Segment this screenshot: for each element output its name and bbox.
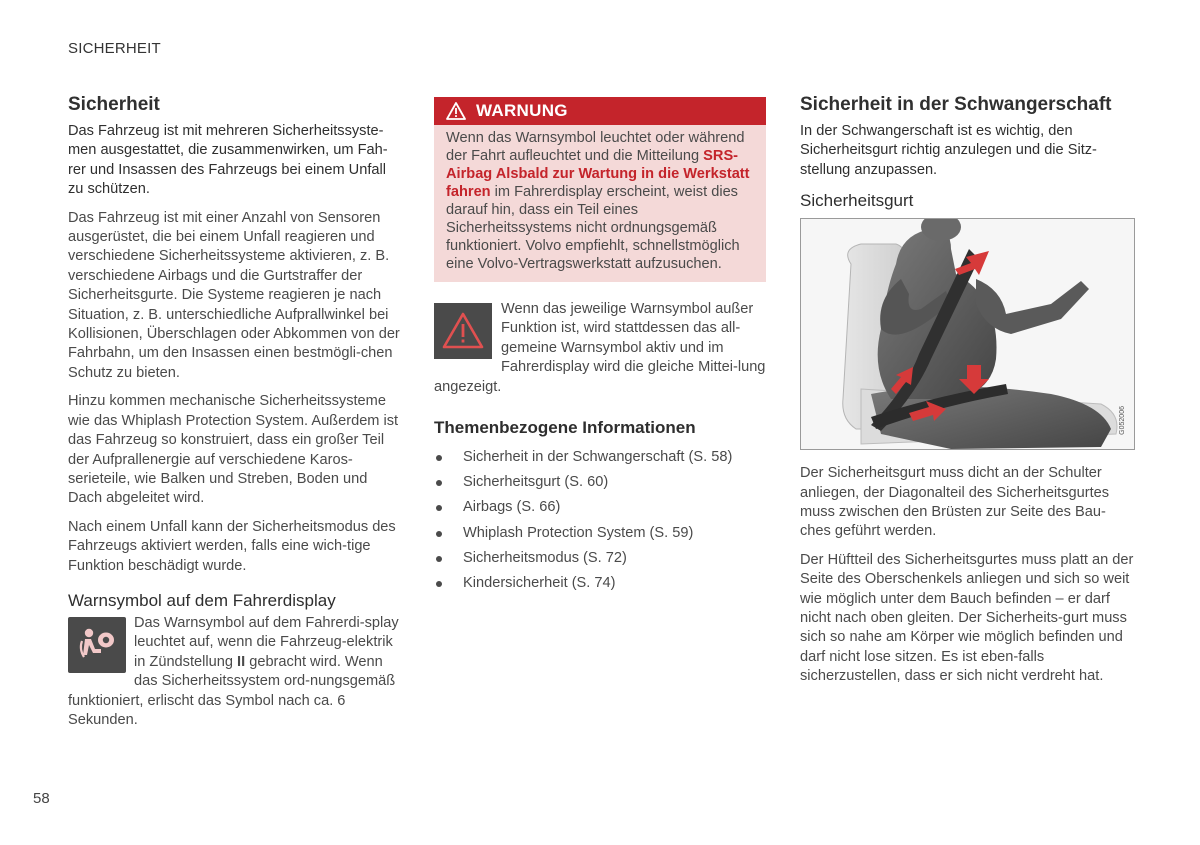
general-warning-text: Wenn das jeweilige Warnsymbol außer Funktion ist, wird stattdessen das all-gemeine Warnsymbol aktiv und im Fahrerdisplay wird die gleiche Mittei-lung angezeigt. [434,301,766,395]
general-warning-icon [434,303,492,359]
related-link[interactable]: Whiplash Protection System (S. 59) [434,521,766,546]
seatbelt-lap-paragraph: Der Hüftteil des Sicherheitsgurtes muss platt an der Seite des Oberschenkels anliegen und sich so weit wie möglich unter dem Bauch befinden – er darf nicht nach oben gleiten. Der Sicherheits-gurt muss sich so nahe am Körper wie möglich befinden und darf nicht lose sitzen. Es ist eben-falls sicherzustellen, dass er sich nicht verdreht hat. [800,551,1134,685]
seatbelt-illustration [800,218,1135,450]
warning-text-a: Wenn das Warnsymbol leuchtet oder während der Fahrt aufleuchtet und die Mitteilung [446,130,745,164]
related-link[interactable]: Sicherheitsmodus (S. 72) [434,546,766,571]
safety-intro: Das Fahrzeug ist mit mehreren Sicherheitssyste-men ausgestattet, die zusammenwirken, um Fah-rer und Insassen des Fahrzeugs bei einem Unfall zu schützen. [68,123,388,198]
warning-text-b: im Fahrerdisplay erscheint, weist dies darauf hin, dass ein Teil eines Sicherheitssystems nicht ordnungsgemäß funktioniert. Volvo empfiehlt, schnellstmöglich eine Volvo-Vertragswerkstatt aufzusuchen. [446,184,740,272]
warning-symbol-text-a: Das Warnsymbol auf dem Fahrerdi-splay leuchtet auf, wenn die Fahrzeug-elektrik in Zündstellung [134,614,399,670]
warning-symbol-subtitle: Warnsymbol auf dem Fahrerdisplay [68,590,336,610]
seatbelt-shoulder-paragraph: Der Sicherheitsgurt muss dicht an der Schulter anliegen, der Diagonalteil des Sicherheitsgurtes muss zwischen den Brüsten zur Seite des Bau-ches geführt werden. [800,465,1110,540]
related-link[interactable]: Kindersicherheit (S. 74) [434,571,766,596]
warning-triangle-icon [446,102,466,120]
seatbelt-subtitle: Sicherheitsgurt [800,191,914,211]
related-link[interactable]: Sicherheitsgurt (S. 60) [434,470,766,495]
general-warning-section [434,300,766,397]
section-header: SICHERHEIT [68,40,161,57]
pregnancy-title: Sicherheit in der Schwangerschaft [800,94,1112,115]
related-link[interactable]: Sicherheit in der Schwangerschaft (S. 58) [434,445,766,470]
warning-header [434,97,766,125]
safety-mode-paragraph: Nach einem Unfall kann der Sicherheitsmodus des Fahrzeugs aktiviert werden, falls eine wich-tige Funktion beschädigt wurde. [68,518,396,574]
ignition-position: II [237,653,246,670]
mechanical-systems-paragraph: Hinzu kommen mechanische Sicherheitssysteme wie das Whiplash Protection System. Außerdem ist das Fahrzeug so konstruiert, dass ein großer Teil der Aufprallenergie auf verschiedene Karos-serieteile, wie Balken und Streben, Boden und Dach abgeleitet wird. [68,393,399,507]
warning-symbol-text-b: gebracht wird. Wenn das Sicherheitssystem ord-nungsgemäß funktioniert, erlischt das Symbol nach ca. 6 Sekunden. [68,653,396,728]
related-links [434,445,766,596]
related-link[interactable]: Airbags (S. 66) [434,495,766,520]
related-info-title: Themenbezogene Informationen [434,418,696,438]
warning-message: SRS-Airbag Alsbald zur Wartung in die Werkstatt fahren [446,148,750,200]
figure-code: G052006 [1119,406,1126,436]
warning-symbol-section [68,614,403,730]
warning-body [434,125,766,282]
column-pregnancy [800,92,1135,696]
warning-box [434,97,766,282]
column-warning [434,97,766,596]
sensors-paragraph: Das Fahrzeug ist mit einer Anzahl von Sensoren ausgerüstet, die bei einem Unfall reagieren und verschiedene Sicherheitssysteme aktivieren, z. B. verschiedene Airbags und die Gurtstraffer der Sicherheitsgurte. Die Systeme reagieren je nach Situation, z. B. unterschiedliche Aufprallwinkel bei Kollisionen, Überschlagen oder Abkommen von der Fahrbahn, um den Insassen einen bestmögli-chen Schutz zu bieten. [68,209,400,381]
warning-label: WARNUNG [476,101,568,120]
column-safety [68,92,403,730]
pregnancy-intro: In der Schwangerschaft ist es wichtig, den Sicherheitsgurt richtig anzulegen und die Sitz-stellung anzupassen. [800,123,1097,178]
page-number: 58 [33,790,50,807]
airbag-warning-icon [68,617,126,673]
safety-title: Sicherheit [68,94,160,115]
